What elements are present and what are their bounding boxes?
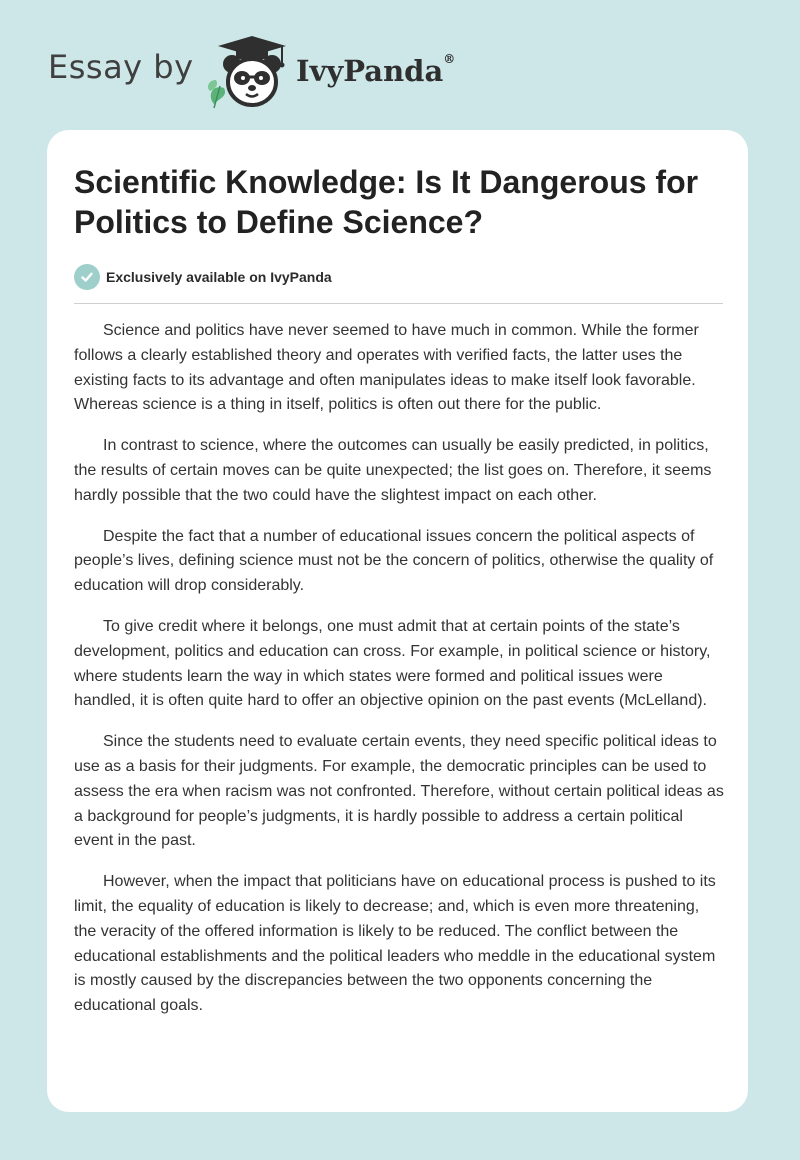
exclusive-label: Exclusively available on IvyPanda — [106, 269, 332, 285]
site-header — [48, 34, 508, 110]
exclusive-badge — [74, 264, 332, 290]
essay-by-label: Essay by — [48, 48, 194, 86]
check-icon — [74, 264, 100, 290]
essay-card — [47, 130, 748, 1112]
registered-mark: ® — [443, 52, 456, 66]
brand-text: IvyPanda — [296, 54, 444, 88]
essay-body — [74, 319, 724, 1035]
paragraph: Despite the fact that a number of educational issues concern the political aspects of people’s lives, defining science must not be the concern of politics, otherwise the quality of education will drop considerably. — [74, 527, 714, 595]
paragraph: Science and politics have never seemed to have much in common. While the former follows a clearly established theory and operates with verified facts, the latter uses the existing facts to its advantage and often manipulates ideas to make itself look favorable. Whereas science is a thing in itself, politics is often out there for the public. — [74, 322, 699, 414]
brand-name[interactable] — [296, 54, 455, 88]
paragraph: However, when the impact that politicians have on educational process is pushed to its limit, the equality of education is likely to decrease; and, which is even more threatening, the veracity of the offered information is likely to be reduced. The conflict between the educational establishments and the political leaders who meddle in the educational system is mostly caused by the discrepancies between the two opponents concerning the educational goals. — [74, 873, 716, 1015]
paragraph: To give credit where it belongs, one must admit that at certain points of the state’s development, politics and education can cross. For example, in political science or history, where students learn the way in which states were formed and political issues were handled, it is often quite hard to offer an objective opinion on the past events (McLelland). — [74, 617, 711, 710]
page-title: Scientific Knowledge: Is It Dangerous for Politics to Define Science? — [74, 164, 699, 240]
divider — [74, 303, 723, 304]
paragraph: Since the students need to evaluate certain events, they need specific political ideas to use as a basis for their judgments. For example, the democratic principles can be used to assess the era when racism was not confronted. Therefore, without certain political ideas as a background for people’s judgments, it is hardly possible to address a certain political event in the past. — [74, 733, 724, 850]
panda-logo-icon[interactable] — [202, 34, 292, 110]
paragraph: In contrast to science, where the outcomes can usually be easily predicted, in politics, the results of certain moves can be quite unexpected; the list goes on. Therefore, it seems hardly possible that the two could have the slightest impact on each other. — [74, 437, 712, 504]
